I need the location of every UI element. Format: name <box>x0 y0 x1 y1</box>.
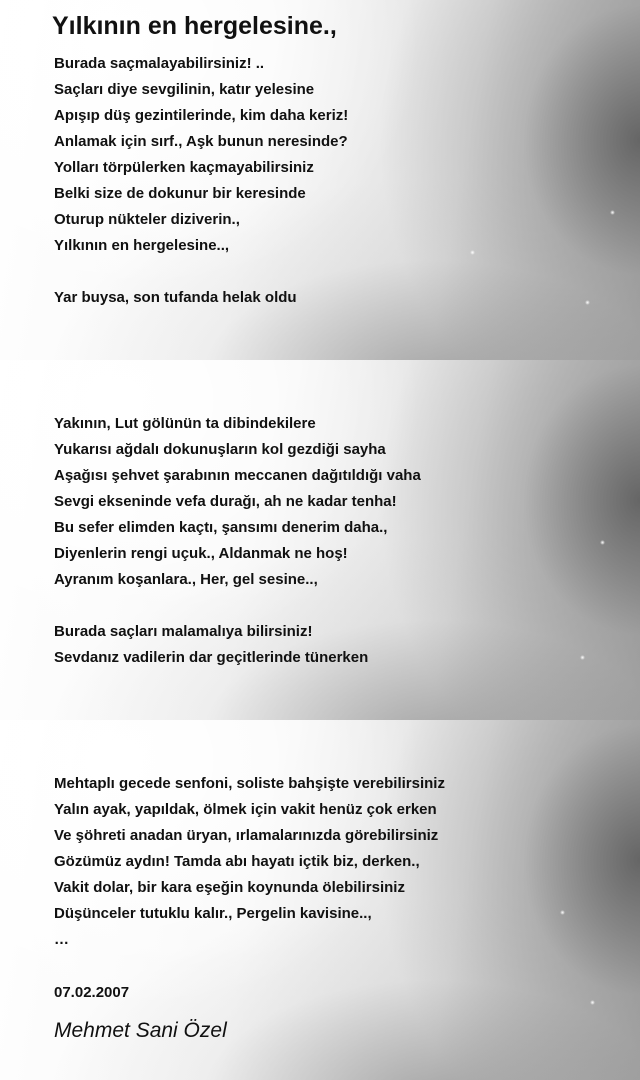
poem-panel-1 <box>0 0 640 360</box>
poem-line: Yukarısı ağdalı dokunuşların kol gezdiği sayha <box>54 441 386 458</box>
poem-line: Bu sefer elimden kaçtı, şansımı denerim daha., <box>54 519 388 536</box>
sparkle-decoration <box>600 540 605 545</box>
poem-line: Belki size de dokunur bir keresinde <box>54 185 306 202</box>
stanza <box>54 411 421 593</box>
poem-line: Anlamak için sırf., Aşk bunun neresinde? <box>54 133 348 150</box>
poem-line: Mehtaplı gecede senfoni, soliste bahşişte verebilirsiniz <box>54 775 445 792</box>
stanza <box>54 771 445 953</box>
sparkle-decoration <box>610 210 615 215</box>
poem-line: Gözümüz aydın! Tamda abı hayatı içtik biz, derken., <box>54 853 420 870</box>
sparkle-decoration <box>560 910 565 915</box>
poem-title: Yılkının en hergelesine., <box>52 12 337 40</box>
poem-line: Ve şöhreti anadan üryan, ırlamalarınızda görebilirsiniz <box>54 827 439 844</box>
poem-line: Aşağısı şehvet şarabının meccanen dağıtıldığı vaha <box>54 467 421 484</box>
poem-line: Burada saçları malamalıya bilirsiniz! <box>54 623 313 640</box>
poem-line: Saçları diye sevgilinin, katır yelesine <box>54 81 315 98</box>
poem-line: Sevgi ekseninde vefa durağı, ah ne kadar tenha! <box>54 493 397 510</box>
sparkle-decoration <box>590 1000 595 1005</box>
poem-line: Yar buysa, son tufanda helak oldu <box>54 289 297 306</box>
stanza <box>54 285 297 311</box>
poem-line: Burada saçmalayabilirsiniz! .. <box>54 55 265 72</box>
poem-line: Yakının, Lut gölünün ta dibindekilere <box>54 415 316 432</box>
poem-line: Düşünceler tutuklu kalır., Pergelin kavisine.., <box>54 905 372 922</box>
poem-panel-3 <box>0 720 640 1080</box>
author-signature: Mehmet Sani Özel <box>54 1019 227 1042</box>
stanza <box>54 51 348 259</box>
poem-line: Oturup nükteler diziverin., <box>54 211 240 228</box>
poem-line: … <box>54 931 69 948</box>
poem-line: Yolları törpülerken kaçmayabilirsiniz <box>54 159 314 176</box>
poem-date: 07.02.2007 <box>54 984 130 1001</box>
poem-line: Sevdanız vadilerin dar geçitlerinde tünerken <box>54 649 369 666</box>
poem-line: Ayranım koşanlara., Her, gel sesine.., <box>54 571 318 588</box>
stanza <box>54 619 368 671</box>
poem-line: Yalın ayak, yapıldak, ölmek için vakit henüz çok erken <box>54 801 437 818</box>
poem-line: Apışıp düş gezintilerinde, kim daha keriz! <box>54 107 349 124</box>
sparkle-decoration <box>585 300 590 305</box>
sparkle-decoration <box>580 655 585 660</box>
poem-line: Yılkının en hergelesine.., <box>54 237 230 254</box>
poem-panel-2 <box>0 360 640 720</box>
poem-line: Vakit dolar, bir kara eşeğin koynunda ölebilirsiniz <box>54 879 405 896</box>
sparkle-decoration <box>470 250 475 255</box>
poem-line: Diyenlerin rengi uçuk., Aldanmak ne hoş! <box>54 545 348 562</box>
